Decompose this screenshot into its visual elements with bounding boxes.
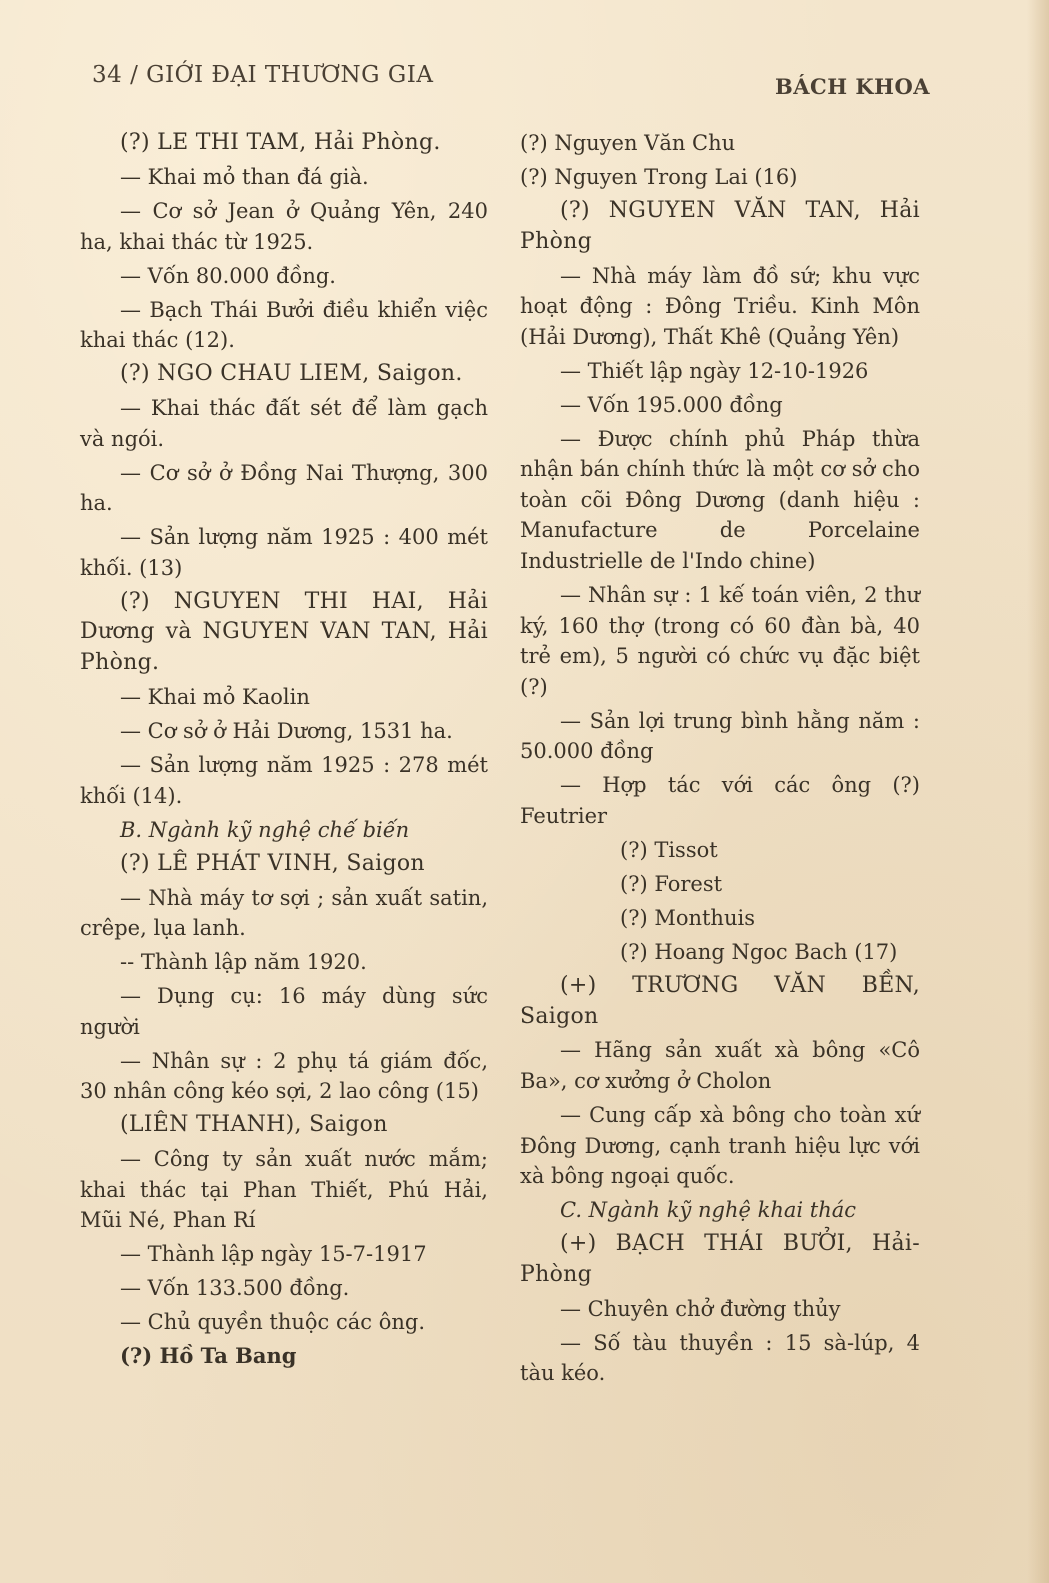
entry-line: — Sản lượng năm 1925 : 278 mét khối (14).	[80, 752, 488, 808]
entry-line: — Được chính phủ Pháp thừa nhận bán chính thức là một cơ sở cho toàn cõi Đông Dương (danh hiệu : Manufacture de Porcelaine Industrielle de l'Indo chine)	[520, 426, 920, 574]
entry-line: — Nhà máy làm đồ sứ; khu vực hoạt động : Đông Triều. Kinh Môn (Hải Dương), Thất Khê (Quảng Yên)	[520, 263, 920, 349]
entry-line: — Hãng sản xuất xà bông «Cô Ba», cơ xưởng ở Cholon	[520, 1038, 920, 1094]
partner-name: (?) Forest	[620, 871, 723, 896]
entry-heading: (?) Hồ Ta Bang	[120, 1343, 297, 1369]
entry-line: — Thiết lập ngày 12-10-1926	[560, 358, 869, 383]
entry-line: — Cung cấp xà bông cho toàn xứ Đông Dương, cạnh tranh hiệu lực với xà bông ngoại quốc.	[520, 1103, 920, 1189]
entry-heading: (LIÊN THANH), Saigon	[120, 1112, 388, 1138]
right-column	[520, 128, 920, 1392]
entry-line: — Cơ sở ở Hải Dương, 1531 ha.	[120, 718, 453, 743]
running-header-left: 34 / GIỚI ĐẠI THƯƠNG GIA	[92, 62, 434, 88]
entry-line: — Số tàu thuyền : 15 sà-lúp, 4 tàu kéo.	[520, 1330, 920, 1386]
entry-line: — Sản lượng năm 1925 : 400 mét khối. (13)	[80, 525, 488, 580]
section-heading: C. Ngành kỹ nghệ khai thác	[560, 1198, 856, 1223]
entry-line: — Sản lợi trung bình hằng năm : 50.000 đồng	[520, 708, 920, 764]
entry-line: — Công ty sản xuất nước mắm; khai thác tại Phan Thiết, Phú Hải, Mũi Né, Phan Rí	[80, 1147, 488, 1233]
section-heading: B. Ngành kỹ nghệ chế biến	[120, 817, 410, 842]
entry-heading: (?) LE THI TAM, Hải Phòng.	[120, 130, 441, 155]
left-column	[80, 128, 488, 1375]
entry-heading: (?) LÊ PHÁT VINH, Saigon	[120, 850, 425, 876]
entry-line: — Cơ sở ở Đồng Nai Thượng, 300 ha.	[80, 460, 488, 516]
entry-line: — Khai mỏ than đá già.	[120, 164, 369, 189]
partner-name: (?) Monthuis	[620, 905, 755, 930]
running-header-right: BÁCH KHOA	[775, 74, 931, 99]
entry-line: — Chủ quyền thuộc các ông.	[120, 1310, 425, 1335]
entry-line: (?) Nguyen Trong Lai (16)	[520, 164, 798, 189]
entry-heading: (?) NGO CHAU LIEM, Saigon.	[120, 361, 463, 387]
entry-line: -- Thành lập năm 1920.	[120, 950, 367, 975]
entry-heading: (?) NGUYEN VĂN TAN, Hải Phòng	[520, 197, 920, 254]
entry-line: — Vốn 133.500 đồng.	[120, 1276, 350, 1301]
entry-line: — Khai thác đất sét để làm gạch và ngói.	[80, 396, 488, 451]
entry-line: (?) Nguyen Văn Chu	[520, 131, 736, 155]
entry-line: — Bạch Thái Bưởi điều khiển việc khai thác (12).	[80, 297, 488, 353]
entry-line: — Nhân sự : 2 phụ tá giám đốc, 30 nhân công kéo sợi, 2 lao công (15)	[80, 1048, 488, 1104]
partner-name: (?) Tissot	[620, 837, 718, 862]
entry-line: — Dụng cụ: 16 máy dùng sức người	[80, 984, 488, 1039]
entry-heading: (?) NGUYEN THI HAI, Hải Dương và NGUYEN VAN TAN, Hải Phòng.	[80, 588, 488, 676]
entry-line: — Nhà máy tơ sợi ; sản xuất satin, crêpe, lụa lanh.	[80, 885, 488, 941]
entry-line: — Chuyên chở đường thủy	[560, 1296, 841, 1321]
entry-line: — Thành lập ngày 15-7-1917	[120, 1242, 427, 1267]
entry-heading: (+) BẠCH THÁI BƯỞI, Hải-Phòng	[520, 1231, 920, 1287]
entry-line: — Vốn 80.000 đồng.	[120, 263, 336, 288]
partner-name: (?) Hoang Ngoc Bach (17)	[620, 939, 898, 964]
entry-line: — Cơ sở Jean ở Quảng Yên, 240 ha, khai thác từ 1925.	[80, 198, 488, 254]
entry-line: — Hợp tác với các ông (?) Feutrier	[520, 773, 920, 828]
page-edge-shadow	[1027, 0, 1049, 1583]
entry-heading: (+) TRƯƠNG VĂN BỀN, Saigon	[520, 972, 920, 1029]
entry-line: — Nhân sự : 1 kế toán viên, 2 thư ký, 160 thợ (trong có 60 đàn bà, 40 trẻ em), 5 người có chức vụ đặc biệt (?)	[520, 583, 920, 699]
entry-line: — Khai mỏ Kaolin	[120, 685, 310, 709]
entry-line: — Vốn 195.000 đồng	[560, 392, 783, 417]
